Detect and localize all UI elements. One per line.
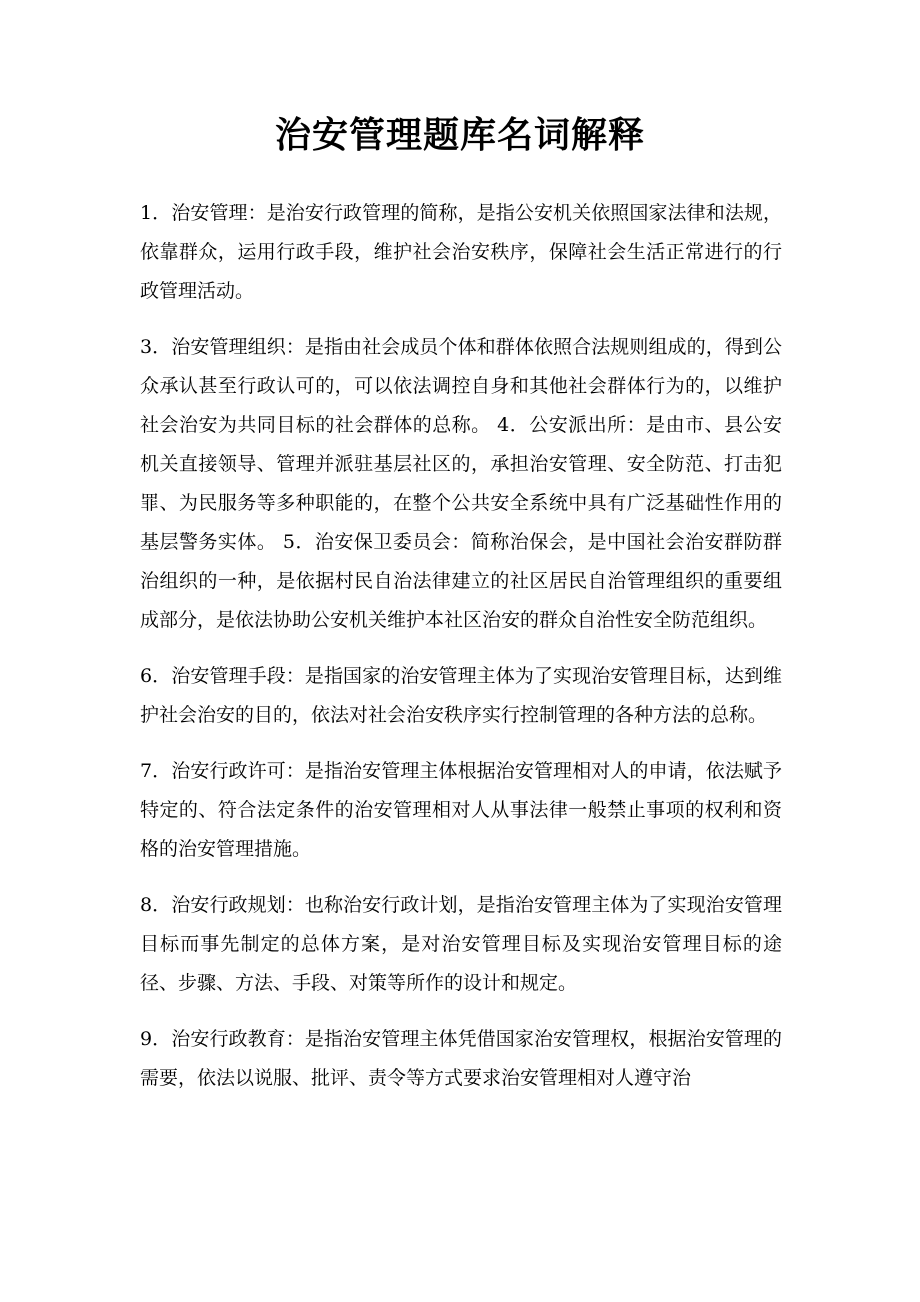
- paragraph-8: 8．治安行政规划：也称治安行政计划，是指治安管理主体为了实现治安管理目标而事先制定的总体方案，是对治安管理目标及实现治安管理目标的途径、步骤、方法、手段、对策等所作的设计和规定。: [140, 894, 782, 994]
- paragraph-6: 6．治安管理手段：是指国家的治安管理主体为了实现治安管理目标，达到维护社会治安的目的，依法对社会治安秩序实行控制管理的各种方法的总称。: [140, 665, 782, 726]
- document-body: [140, 194, 782, 1115]
- paragraph-7: 7．治安行政许可：是指治安管理主体根据治安管理相对人的申请，依法赋予特定的、符合法定条件的治安管理相对人从事法律一般禁止事项的权利和资格的治安管理措施。: [140, 760, 782, 860]
- paragraph-1: 1．治安管理：是治安行政管理的简称，是指公安机关依照国家法律和法规，依靠群众，运用行政手段，维护社会治安秩序，保障社会生活正常进行的行政管理活动。: [140, 202, 782, 302]
- paragraph-3-4-5: 3．治安管理组织：是指由社会成员个体和群体依照合法规则组成的，得到公众承认甚至行政认可的，可以依法调控自身和其他社会群体行为的，以维护社会治安为共同目标的社会群体的总称。 4．公安派出所：是由市、县公安机关直接领导、管理并派驻基层社区的，承担治安管理、安全防范、打击犯罪、为民服务等多种职能的，在整个公共安全系统中具有广泛基础性作用的基层警务实体。 5．治安保卫委员会：简称治保会，是中国社会治安群防群治组织的一种，是依据村民自治法律建立的社区居民自治管理组织的重要组成部分，是依法协助公安机关维护本社区治安的群众自治性安全防范组织。: [140, 336, 782, 631]
- document-title: 治安管理题库名词解释: [274, 115, 645, 156]
- paragraph-9: 9．治安行政教育：是指治安管理主体凭借国家治安管理权，根据治安管理的需要，依法以说服、批评、责令等方式要求治安管理相对人遵守治: [140, 1028, 782, 1089]
